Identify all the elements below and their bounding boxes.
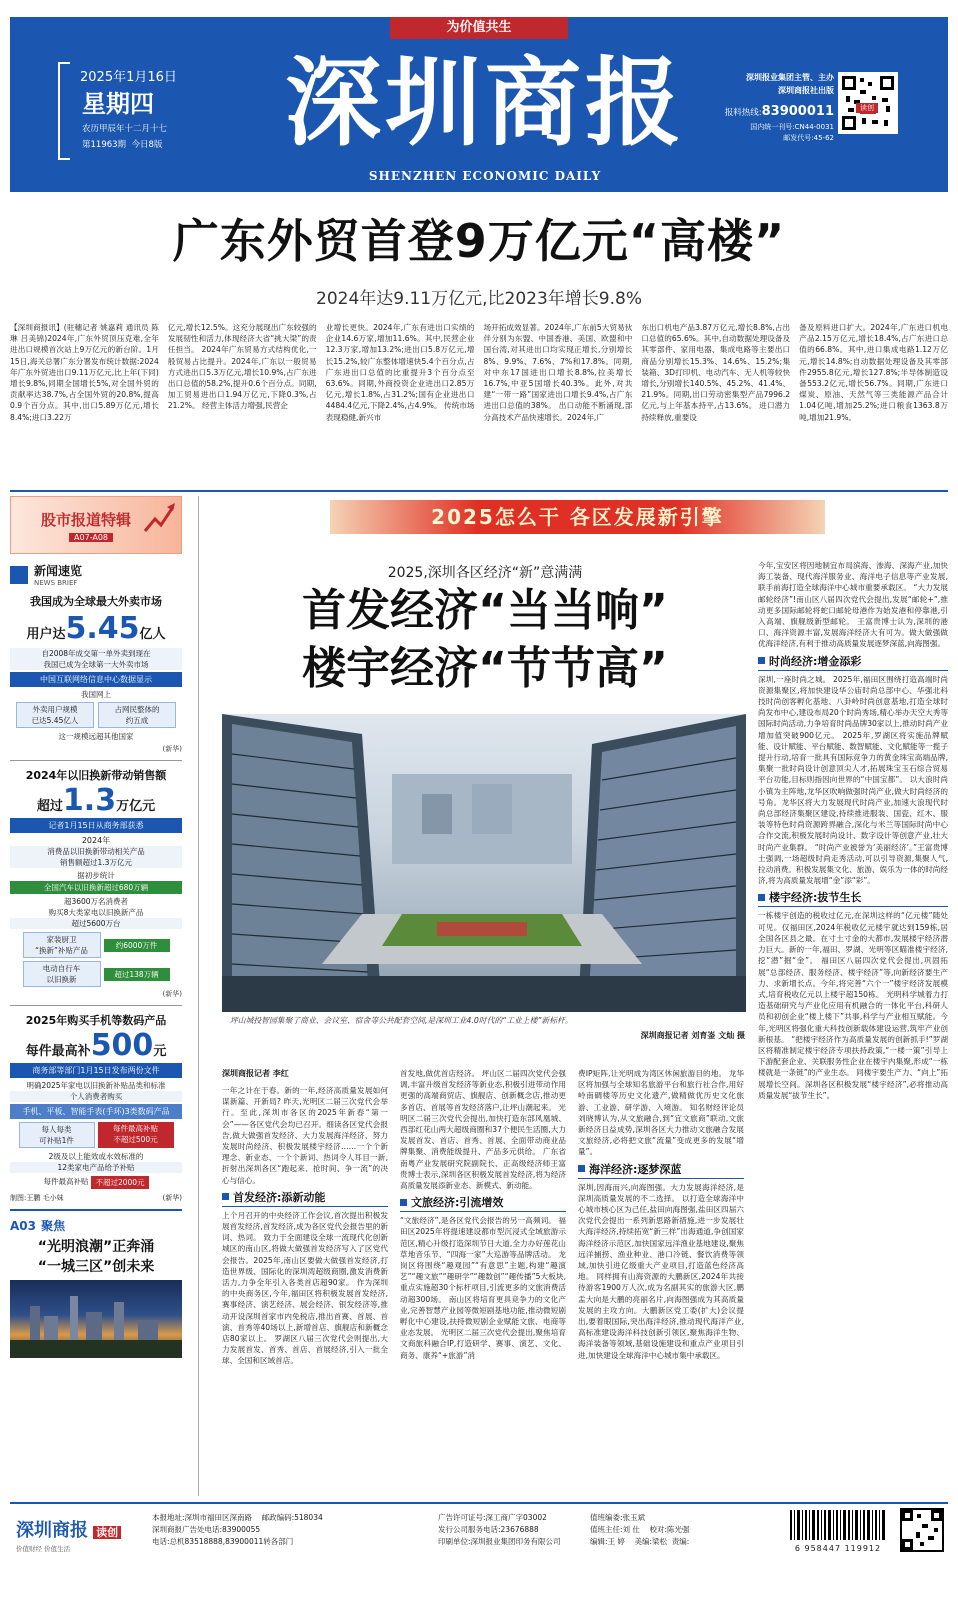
- slogan-tab: 为价值共生: [390, 17, 568, 39]
- barcode: 6 958447 119912: [788, 1510, 888, 1550]
- weekday-text: 星期四: [82, 90, 154, 118]
- a03-photo: [10, 1280, 182, 1358]
- section-head-culture-tourism: 文旅经济:引流增效: [400, 1194, 566, 1212]
- feature-photo: [222, 714, 746, 1012]
- a03-teaser[interactable]: A03 聚焦 “光明浪潮”正奔涌 “一城三区”创未来: [10, 1209, 182, 1358]
- main-subheadline: 2024年达9.11万亿元,比2023年增长9.8%: [316, 289, 642, 309]
- lead-col-5: 东出口机电产品3.87万亿元,增长8.8%,占出口总值的65.6%。其中,自动数据处理设备及其零部件、家用电器、集成电路等主要出口商品分别增长15.3%、14.6%、15.2%;集装箱、3D打印机、电动汽车、无人机等较快增长,分别增长140.5%、45.2%、41.4%、21.9%。同期,出口劳动密集型产品7996.2亿元,与上年基本持平,占13.6%。 进口潜力持续释放,重要设: [641, 323, 791, 422]
- special-report-banner[interactable]: 股市报道特辑 A07-A08: [10, 496, 182, 554]
- footer-col-c: 值班编委:张玉斌 值班主任:刘 仕 校对:陈光强 编辑:王 婷 美编:梁松 责编:: [590, 1513, 690, 1546]
- brief-takeout: 我国成为全球最大外卖市场 用户达5.45亿人 自2008年成交第一单外卖到现在 我国已成为全球第一大外卖市场 中国互联网络信息中心数据显示 我国网上 外卖用户规模 已达5.45亿人 占网民整体的 约五成 这一规模远超其他国家 (新华): [10, 593, 182, 754]
- main-headline: 广东外贸首登9万亿元“高楼”: [172, 214, 786, 268]
- lead-col-3: 业增长更快。2024年,广东有进出口实绩的企业14.6万家,增加11.6%。其中,民营企业12.3万家,增加13.2%;进出口5.8万亿元,增长15.2%,较广东整体增速快5.4个百分点,占广东进出口总值的比重提升3个百分点至63.6%。同期,外商投资企业进出口2.85万亿元,增长1.8%,占31.2%;国有企业进出口4484.4亿元,下降2.4%,占4.9%。 传统市场表现稳健,新兴市: [325, 323, 475, 422]
- divider-top: [10, 490, 948, 492]
- masthead-title-en: SHENZHEN ECONOMIC DAILY: [368, 169, 602, 183]
- feature-kicker: 2025,深圳各区经济“新”意满满: [387, 565, 583, 581]
- footer-qr-code: [900, 1508, 944, 1552]
- section-head-ocean: 海洋经济:逐梦深蓝: [578, 1161, 744, 1179]
- date-block: [58, 62, 218, 170]
- footer: [10, 1502, 948, 1598]
- rising-arrow-icon: [143, 501, 177, 535]
- date-text: 2025年1月16日: [80, 70, 177, 85]
- brief-tradein: 2024年以旧换新带动销售额 超过1.3万亿元 记者1月15日从商务部获悉 2024年 消费品以旧换新带动相关产品 销售额超过1.3万亿元 据初步统计 全国汽车以旧换新超过680万辆 超3600万名消费者 购买8大类家电以旧换新产品 超过5600万台 家装厨卫 “换新”补贴产品 约6000万件 电动自行车 以旧换新 超过138万辆 (新华): [10, 760, 182, 999]
- qr-label: 读创: [856, 103, 878, 113]
- news-brief-header: 新闻速览 NEWS BRIEF: [10, 562, 182, 587]
- section-head-first-launch: 首发经济:添新动能: [222, 1189, 388, 1207]
- issue-text: 第11963期 今日8版: [82, 140, 163, 150]
- brief-phone: 2025年购买手机等数码产品 每件最高补500元 商务部等部门1月15日发布两份文件 明确2025年家电以旧换新补贴品类和标准 个人消费者购买 手机、平板、智能手表(手环)3类数码产品 每人每类 可补贴1件 每件最高补贴 不超过500元 2级及以上能效或水效标准的 12类家电产品给予补贴 每件最高补贴 不超过2000元 制图:王鹏 毛小妹 (新华): [10, 1005, 182, 1203]
- section-head-building: 楼宇经济:拔节生长: [758, 889, 948, 907]
- photo-caption: 坪山城投智园集聚了商业、会议室、宿舍等公共配套空间,是深圳工业4.0时代的“工业上楼”新标杆。: [230, 1016, 573, 1025]
- lead-col-6: 备及原料进口扩大。2024年,广东进口机电产品2.15万亿元,增长18.4%,占广东进口总值的66.8%。其中,进口集成电路1.12万亿元,增长14.8%;自动数据处理设备及其零部件2955.8亿元,增长127.8%;半导体制造设备553.2亿元,增长56.7%。同期,广东进口煤炭、原油、天然气等三类能源产品合计1.04亿吨,增加25.2%;进口粮食1363.8万吨,增加21.9%。: [799, 323, 948, 422]
- feature-col-4: 今年,宝安区将因地制宜布局滨海、渗海、深海产业,加快海工装备、现代海洋服务业、海洋电子信息等产业发展,联手前海打造全球海洋中心城市重要承载区。 “大力发展邮轮经济”!南山区八届四次党代会提出,发展“邮轮+”,推动更多国际邮轮将蛇口邮轮母港作为始发港和停靠港,引入高端、旗舰级新型邮轮。 王富贵博士认为,深圳的港口、海洋资源丰富,发展海洋经济大有可为。做大做强做优海洋经济,有利于推动高质量发展逐梦深蓝,向海图强。 时尚经济:增金添彩 深圳,一座时尚之城。 2025年,福田区围绕打造高端时尚资源集聚区,将加快建设华公庙时尚总部中心、华强北科技时尚创客孵化基地、八卦岭时尚创意基地,打造全球时尚发布中心,建设布局20个时尚秀场,精心举办天空大秀等国际时尚活动,力争培育时尚品牌30家以上,推动时尚产业增加值突破900亿元。 2025年,罗湖区将实施品牌赋能、设计赋能、平台赋能、数智赋能、文化赋能等一揽子提升行动,培育一批具有国际竞争力的黄金珠宝高端品牌,集聚一批时尚设计创意顶尖人才,拓展珠宝玉石综合贸易平台功能,目标则指因向世界的“中国宝都”。 以大浪时尚小镇为主阵地,龙华区吹响做强时尚产业,做大时尚经济的号角。龙华区将大力发展现代时尚产业,加速大浪现代时尚总部经济集聚区建设,持续推进服装、国瓷、红木、服装等特色时尚资源跨界融合,深化与米兰等国际时尚中心合作交流,积极发展时尚设计、数字设计等创意产业,壮大时尚产业集群。 “时尚产业被誉为‘美丽经济’。”王富贵博士强调,一场超级时尚走秀活动,可以引导资源,集聚人气,拉动消费。积极发展集文化、旅游、娱乐为一体的时尚经济,将为高质量发展增“金”添“彩”。 楼宇经济:拔节生长 一栋楼宇创造的税收过亿元,在深圳这样的“亿元楼”随处可见。仅福田区,2024年税收亿元楼宇就达到159栋,居全国各区县之最。在寸土寸金的大都市,发展楼宇经济潜力巨大。新的一年,福田、罗湖、光明等区瞄准楼宇经济,挖“潜”掘“金”。 福田区八届四次党代会提出,巩固拓展“总部经济、服务经济、楼宇经济”等,向新经济要生产力、求新增长点。今年,将完善“六个一”楼宇经济发展模式,培育税收亿元以上楼宇超150栋。 光明科学城着力打造基础研究与产业化应用有机融合的一体化平台,科研人员和初创企业“楼上楼下”共事,科学与产业相互赋能。今年,光明区将强化重大科技创新载体建设运营,筑牢产业创新根基。 “把楼宇经济作为高质量发展的创新抓手!”罗湖区将精准制定楼宇经济专项扶持政策,“一楼一策”引导上下游配套企业、关联服务性企业在楼宇内集聚,形成“一栋楼就是一条链”的产业生态。 同楼宇要生产力、“向上”拓展增长空间。深圳各区积极发展“楼宇经济”,必将推动高质量发展“拔节生长”。: [758, 561, 948, 1100]
- feature-col-1: 深圳商报记者 李红 一年之计在于春。新的一年,经济高质量发展如何谋新篇、开新局? 昨天,光明区二届三次党代会举行。至此,深圳市各区的2025年新春“第一会”——各区党代会均已召开。细读各区党代会报告,做大做强首发经济、大力发展海洋经济、努力发展时尚经济、积极发展楼宇经济……一个个新理念、新业态、一个个新词、热词令人耳目一新,折射出深圳各区“跑起来、抢时间、争一流”的决心与信心。 首发经济:添新动能 上个月召开的中央经济工作会议,首次提出积极发展首发经济,首发经济,成为各区党代会报告里的新词、热词。 致力于全面建设全球一流现代化创新城区的南山区,将做大做强首发经济写入了区党代会报告。2025年,南山区要做大做强首发经济,打造世界级、国际化的深圳湾超级商圈,激发消费新活力,力争全年引入各类首店超90家。 作为深圳的中央商务区,今年,福田区将积极发展首发经济,赛事经济、演艺经济、展会经济、银发经济等,推动开设深圳首家市内免税店,推出首赛、首展、首演、首秀等40场以上,新增首店、旗舰店和新概念店80家以上。 罗湖区八届三次党代会则提出,大力发展首发、首秀、首店、首展经济,引入一批全球、全国和区域首店。: [222, 1069, 388, 1366]
- section-head-fashion: 时尚经济:增金添彩: [758, 653, 948, 671]
- lunar-text: 农历甲辰年十二月十七: [82, 124, 168, 134]
- sidebar: [10, 496, 182, 1496]
- feature-title-2: 楼宇经济“节节高”: [302, 643, 668, 694]
- footer-col-a: 本报地址:深圳市福田区深南路 邮政编码:518034 深圳商报广告处电话:83900055 电话:总机83518888,83900011转各部门: [152, 1513, 323, 1546]
- lead-article: [10, 322, 948, 487]
- date-bracket: [58, 62, 70, 160]
- lead-col-4: 场开拓成效显著。2024年,广东前5大贸易伙伴分别为东盟、中国香港、美国、欧盟和中国台湾,对其进出口均实现正增长,分别增长8%、9.9%、7.6%、7%和17.8%。同期,对中东17国进出口增长8.8%,拉美增长16.7%,中亚5国增长40.3%。此外,对共建“一带一路”国家进出口增长9.4%,占广东进出口总值的38%。 出口动能不断涌现,部分高技术产品快速增长。2024年,广: [483, 323, 633, 422]
- lead-col-1: 【深圳商报讯】(驻穗记者 姚嘉莉 通讯员 陈琳 吕美锦)2024年,广东外贸顶压克难,全年进出口规模首次站上9万亿元的新台阶。1月15日,海关总署广东分署发布统计数据:2024年广东外贸进出口9.11万亿元,比上年(下同)增长9.8%,同期全国增长5%,对全国外贸的贡献率达38.7%,占全国外贸的20.8%,提高0.9个百分点。其中,出口5.89万亿元,增长8.4%;进口3.22万: [10, 323, 159, 422]
- footer-logo: 深圳商报 读创 价值财经 价值生活: [16, 1516, 121, 1553]
- feature-title-1: 首发经济“当当响”: [302, 585, 668, 636]
- masthead-title: 深圳商报: [285, 46, 685, 159]
- masthead: [10, 17, 948, 192]
- feature-banner: 2025怎么干 各区发展新引擎: [330, 500, 825, 534]
- photo-credit: 深圳商报记者 刘育崟 文灿 摄: [640, 1031, 745, 1040]
- feature-col-3: 费IP矩阵,让光明成为湾区休闲旅游目的地。 龙华区将加强与全球知名旅游平台和旅行社合作,用好岭南碉楼等历史文化遗产,做精做优历史文化旅游、工业游、研学游、入境游。 知名财经评论员刘晓博认为,从文旅融合,到“宜文旅商”联动,文旅新经济日益成势,深圳各区大力推动文旅融合发展文旅经济,必将把文旅“流量”变成更多的发展“增量”。 海洋经济:逐梦深蓝 深圳,因海而兴,向海图强。大力发展海洋经济,是深圳高质量发展的不二选择。 以打造全球海洋中心城市核心区为己任,盐田向海图强,盐田区四届六次党代会提出一系列新思路新措施,进一步发展壮大海洋经济,持续拓宽“新三样”出海通道,争创国家海洋经济示范区,加快国家远洋渔业基地建设,聚焦远洋捕捞、渔业种业、港口冷链、餐饮消费等领域,加快引进亿级重大产业项目,打造蓝色经济高地。 同样拥有山海资源的大鹏新区,2024年共接待游客1900万人次,成为名副其实的旅游大区,鹏盂大向是大鹏的亮丽名片,向海图强成为其高质量发展的主攻方向。大鹏新区党工委(扩大)会议提出,要着眼国际,突出海洋经济,推动现代海洋产业,高标准建设海洋科技创新引领区,聚焦海洋生物、海洋装备等领域,基础设施建设和重点产业项目引进,加快建设全球海洋中心城市集中承载区。: [578, 1069, 744, 1360]
- feature-col-2: 首发地,做优首店经济。 坪山区二届四次党代会强调,丰富升级首发经济等新业态,积极引进带动作用更强的高端商贸店、旗舰店、创新概念店,推动更多首店、首展等首发经济落户,让坪山潮起来。 光明区二届三次党代会提出,加快打造东部风凰城、西部红花山两大超级商圈和37个便民生活圈,大力发展首发、首店、首秀、首展、全面带动商业品牌集聚、消费能级提升、产品多元供给。 广东省南粤产业发展研究院副院长、正高级经济师王富贵博士表示,深圳各区积极发展首发经济,将为经济高质量发展添新业态、新模式、新动能。 文旅经济:引流增效 “文旅经济”,是各区党代会报告的另一高频词。 福田区2025年将提速建设都市型沉浸式全域旅游示范区,精心升级打造深圳节日大道,全力办好莲花山草地音乐节、“四海一家”大巡游等品牌活动。 龙岗区将围绕“趣观园”“有意思”主题,构建“趣演艺”“趣文旅”“趣研学”“趣数创”“趣传播”5大板块,重点实施超30个标杆项目,引流更多的文旅消费活动超300场。 南山区将培育更具竞争力的文化产业,完善智慧产业园等微短剧基地功能,推动微短剧孵化中心建设,扶持微短剧企业赋能文旅、电商等业态发展。 光明区二届三次党代会提出,聚焦培育文商旅科融合IP,打造研学、赛事、演艺、文化、商务、康养“+旅游”消: [400, 1069, 566, 1360]
- lead-col-2: 亿元,增长12.5%。这充分展现出广东较强的发展韧性和活力,体现经济大省“挑大梁”的责任担当。 2024年广东贸易方式结构优化,一般贸易占比提升。2024年,广东以一般贸易方式进出口5.3万亿元,增长10.9%,占广东进出口总值的58.2%,提升0.6个百分点。同期,加工贸易进出口1.94万亿元,下降0.3%,占21.2%。 经营主体活力增强,民营企: [167, 323, 317, 411]
- footer-col-b: 广告许可证号:深工商广字03002 发行公司服务电话:23676888 印刷单位:深圳报业集团印务有限公司: [438, 1513, 561, 1546]
- publisher-info: 深圳报业集团主管、主办 深圳商报社出版 报料热线:83900011 国内统一刊号:CN44-0031 邮发代号:45-62: [724, 73, 834, 142]
- divider-vertical: [198, 496, 199, 1496]
